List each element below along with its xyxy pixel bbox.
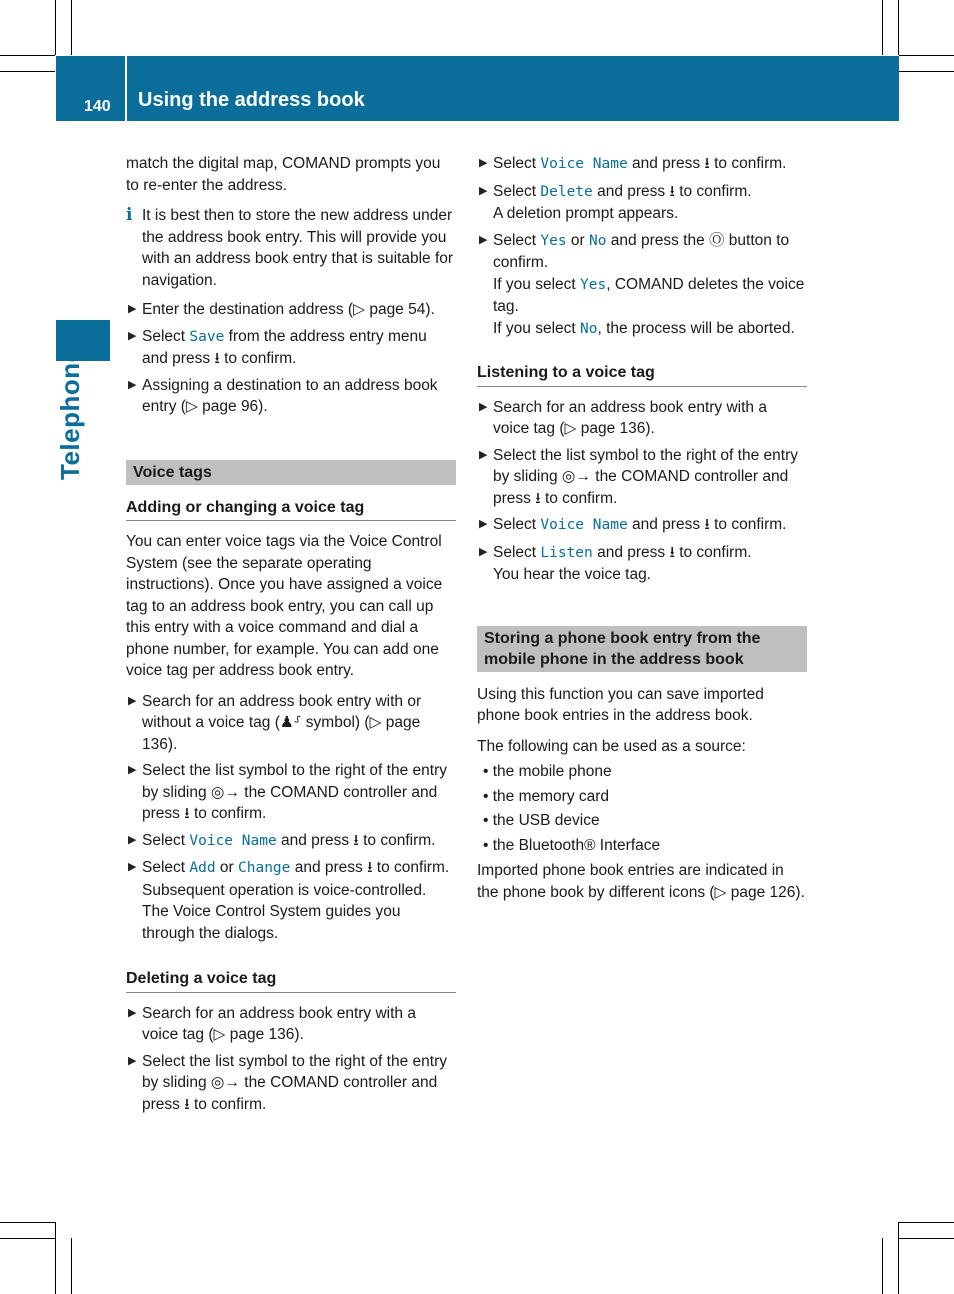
list-item-text: the mobile phone [492, 763, 612, 780]
step-text: Search for an address book entry with a voice tag (▷ page 136). [493, 398, 767, 437]
info-icon: i [126, 205, 133, 225]
crop-mark [0, 1238, 55, 1239]
step-arrow-icon: ▶ [128, 378, 137, 391]
crop-mark [55, 1222, 56, 1294]
subheading-deleting: Deleting a voice tag [126, 968, 456, 993]
crop-mark [0, 71, 55, 72]
step-text: and press ⭳ to confirm. [592, 543, 752, 561]
step-arrow-icon: ▶ [479, 233, 488, 246]
step-text: Select [142, 831, 190, 849]
step-item [126, 375, 456, 418]
crop-mark [71, 1238, 72, 1294]
step-item [126, 1003, 456, 1046]
crop-mark [882, 1238, 883, 1294]
page-title: Using the address book [138, 89, 365, 111]
info-note-text: It is best then to store the new address under the address book entry. This will provide you with an address book entry that is suitable for navigation. [142, 207, 454, 289]
crop-mark [898, 1222, 899, 1294]
step-arrow-icon: ▶ [479, 157, 488, 169]
step-text: Select the list symbol to the right of the entry by sliding ◎→ the COMAND controller and press ⭳ to confirm. [493, 446, 798, 507]
step-item [126, 830, 456, 853]
step-arrow-icon: ▶ [479, 518, 488, 530]
step-text: Select [493, 231, 541, 249]
menu-keyword: Change [238, 860, 291, 876]
list-item: • the memory card [483, 787, 610, 805]
step-text: Select the list symbol to the right of the entry by sliding ◎→ the COMAND controller and press ⭳ to confirm. [142, 1052, 447, 1113]
step-note: , the process will be aborted. [597, 319, 795, 337]
step-note: Subsequent operation is voice-controlled. The Voice Control System guides you through the dialogs. [142, 881, 427, 942]
menu-keyword: Yes [580, 276, 607, 293]
crop-mark [899, 1238, 954, 1239]
step-text: Select [142, 859, 190, 876]
crop-mark [898, 0, 899, 55]
header-divider [125, 56, 127, 121]
step-text: or [566, 231, 589, 249]
step-arrow-icon: ▶ [479, 400, 488, 413]
step-text: and press ⭳ to confirm. [627, 155, 787, 172]
step-item [477, 542, 807, 586]
list-item-text: the USB device [492, 812, 600, 829]
step-item [477, 397, 807, 440]
subheading-adding: Adding or changing a voice tag [126, 497, 456, 522]
step-item [477, 181, 807, 225]
menu-keyword: Voice Name [540, 517, 628, 533]
step-text: Enter the destination address (▷ page 54). [142, 301, 435, 318]
step-text: and press ⭳ to confirm. [627, 516, 787, 533]
menu-keyword: No [589, 232, 607, 249]
step-arrow-icon: ▶ [128, 833, 137, 846]
list-item-text: the Bluetooth® Interface [492, 836, 661, 854]
menu-keyword: Listen [540, 544, 593, 561]
step-arrow-icon: ▶ [128, 861, 137, 873]
step-item [126, 326, 456, 370]
step-note: If you select [493, 275, 581, 293]
menu-keyword: Add [189, 860, 216, 876]
page-number: 140 [84, 98, 111, 115]
closing-paragraph: Imported phone book entries are indicated in the phone book by different icons (▷ page 126). [477, 862, 805, 901]
step-text: Assigning a destination to an address book entry (▷ page 96). [142, 376, 438, 415]
step-text: and press the Ⓞ button to confirm. [493, 231, 790, 271]
step-note: A deletion prompt appears. [493, 205, 679, 222]
crop-mark [55, 0, 56, 55]
step-item [126, 691, 456, 756]
step-item [126, 760, 456, 825]
right-column [477, 153, 807, 912]
menu-keyword: Delete [540, 183, 593, 200]
step-item [477, 514, 807, 537]
step-text: Select [142, 327, 190, 345]
step-item [126, 857, 456, 944]
section-heading-storing: Storing a phone book entry from the mobile phone in the address book [477, 626, 807, 672]
info-note [126, 205, 456, 291]
crop-mark [899, 71, 954, 72]
storing-paragraph: Using this function you can save imported phone book entries in the address book. [477, 685, 764, 724]
section-heading-voice-tags: Voice tags [126, 460, 456, 485]
crop-mark [899, 55, 954, 56]
menu-keyword: Voice Name [189, 832, 277, 849]
crop-mark [71, 0, 72, 55]
menu-keyword: No [580, 320, 598, 337]
step-arrow-icon: ▶ [128, 1054, 137, 1067]
step-text: and press ⭳ to confirm. [592, 182, 752, 200]
intro-text: match the digital map, COMAND prompts you to re-enter the address. [126, 155, 441, 194]
section-side-label: Telephone [55, 347, 85, 480]
step-text: Search for an address book entry with or without a voice tag (♟⸉ symbol) (▷ page 136). [142, 692, 422, 753]
list-item-text: the memory card [492, 787, 610, 805]
crop-mark [882, 0, 883, 55]
menu-keyword: Voice Name [540, 156, 628, 172]
step-item [477, 153, 807, 176]
step-text: Select the list symbol to the right of the entry by sliding ◎→ the COMAND controller and press ⭳ to confirm. [142, 762, 447, 822]
step-text: Select [493, 155, 541, 172]
crop-mark [899, 1222, 954, 1223]
step-item [126, 299, 456, 321]
step-arrow-icon: ▶ [479, 545, 488, 558]
step-item [477, 230, 807, 341]
step-arrow-icon: ▶ [128, 1006, 137, 1019]
crop-mark [0, 1222, 55, 1223]
step-arrow-icon: ▶ [479, 448, 488, 461]
step-text: and press ⭳ to confirm. [276, 831, 436, 849]
step-item [126, 1051, 456, 1116]
step-arrow-icon: ▶ [128, 764, 137, 776]
step-arrow-icon: ▶ [479, 184, 488, 197]
step-note: , COMAND deletes the voice tag. [493, 275, 805, 315]
step-text: Select [493, 516, 541, 533]
step-text: and press ⭳ to confirm. [290, 859, 450, 876]
step-note: You hear the voice tag. [493, 566, 651, 583]
sources-intro: The following can be used as a source: [477, 737, 746, 755]
menu-keyword: Yes [540, 232, 567, 249]
menu-keyword: Save [189, 328, 225, 345]
crop-mark [0, 55, 55, 56]
step-text: Select [493, 182, 541, 200]
step-arrow-icon: ▶ [128, 303, 137, 315]
left-column [126, 153, 456, 1120]
step-arrow-icon: ▶ [128, 694, 137, 707]
list-item: • the mobile phone [483, 763, 612, 780]
step-note: If you select [493, 319, 581, 337]
step-item [477, 445, 807, 510]
step-text: Search for an address book entry with a voice tag (▷ page 136). [142, 1004, 416, 1043]
step-arrow-icon: ▶ [128, 329, 137, 342]
adding-paragraph: You can enter voice tags via the Voice Control System (see the separate operating instructions). Once you have assigned a voice tag to an address book entry, you can call up this entry with a voice command and dial a phone number, for example. You can add one voice tag per address book entry. [126, 533, 443, 679]
step-text: Select [493, 543, 541, 561]
step-text: or [215, 859, 238, 876]
step-text: from the address entry menu and press ⭳ to confirm. [142, 327, 427, 367]
list-item: • the USB device [483, 812, 600, 829]
list-item: • the Bluetooth® Interface [483, 836, 661, 854]
subheading-listening: Listening to a voice tag [477, 362, 807, 387]
